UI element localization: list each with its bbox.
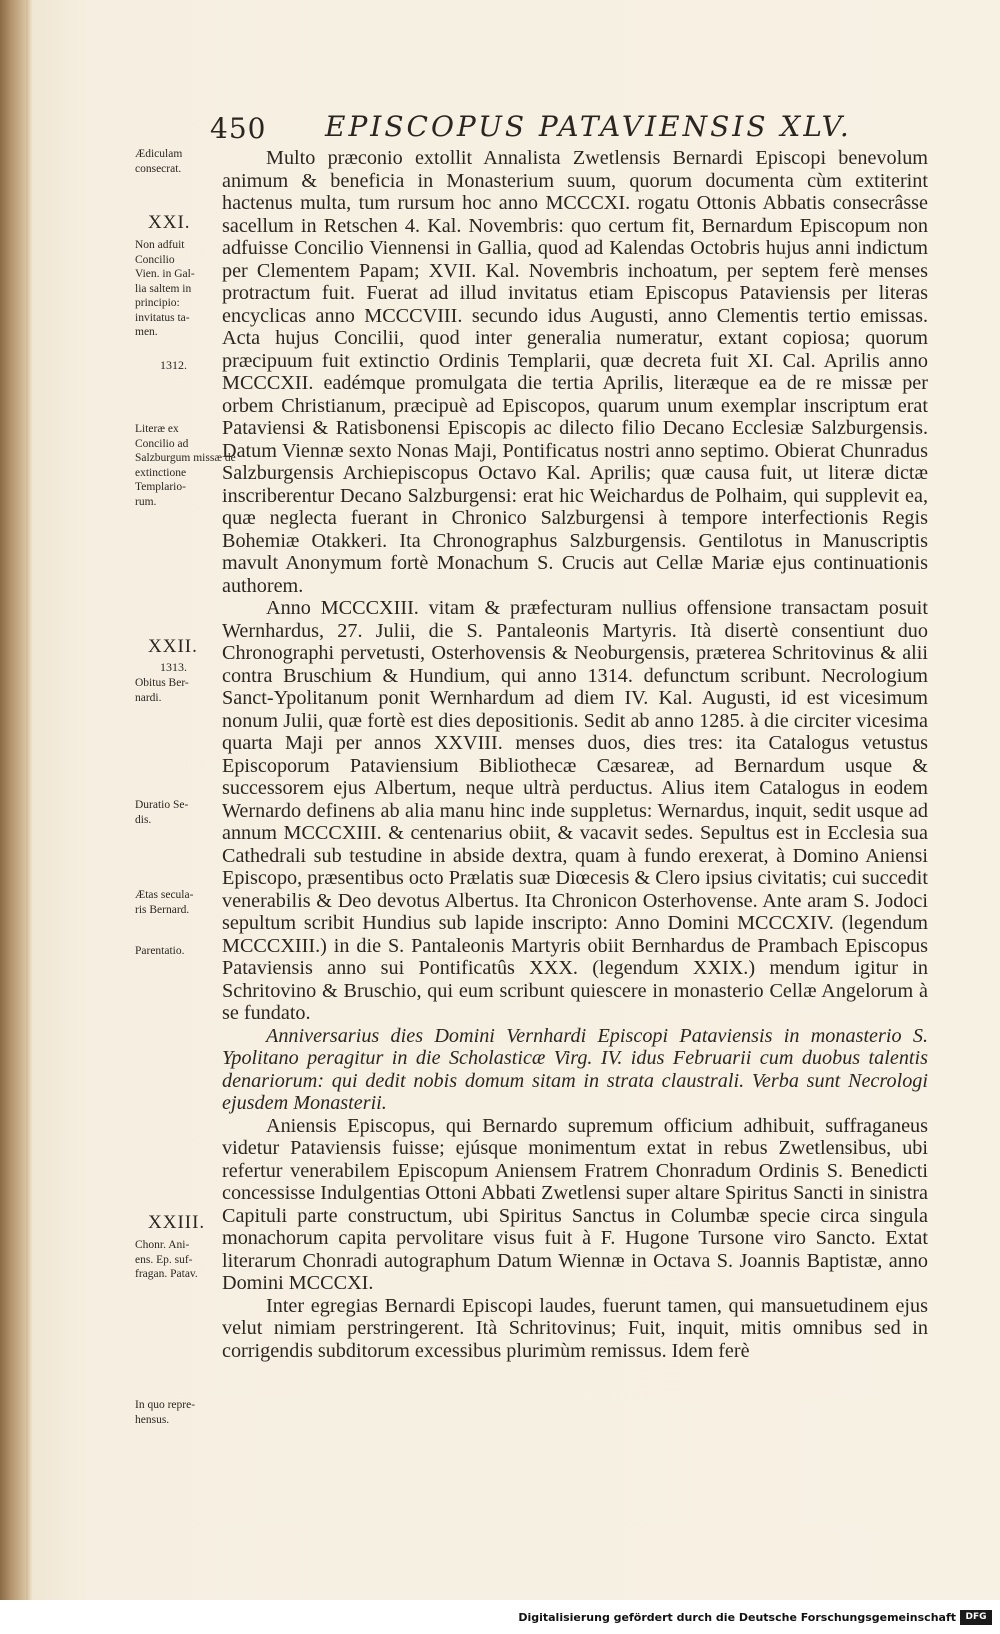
paragraph: Multo præconio extollit Annalista Zwetlensis Bernardi Episcopi benevolum animum & beneficia in Monasterium suum, quorum documenta cùm extiterint hactenus multa, tum rursum hoc anno MCCCXI. rogatu Ottonis Abbatis consecrâsse sacellum in Retschen 4. Kal. Novembris: quo certum fit, Bernardum Episcopum non adfuisse Concilio Viennensi in Gallia, quod ad Kalendas Octobris hujus anni indictum per Clementem Papam; XVII. Kal. Novembris inchoatum, per septem ferè menses protractum fuit. Fuerat ad illud invitatus etiam Episcopus Pataviensis per literas encyclicas anno MCCCVIII. secundo idus Augusti, anno Clementis tertio emissas. Acta hujus Concilii, quod inter generalia numeratur, extant copiosa; quorum præcipuum fuit extinctio Ordinis Templarii, quæ decreta fuit XI. Cal. Aprilis anno MCCCXII. eadémque promulgata die tertia Aprilis, literæque ea de re missæ per orbem Christianum, præcipuè ad Episcopos, quarum unum exemplar inscriptum erat Pataviensi & Ratisbonensi Episcopis ac dilecto filio Decano Ecclesiæ Salzburgensis. Datum Viennæ sexto Nonas Maji, Pontificatus nostri anno septimo. Obierat Chunradus Salzburgensis Archiepiscopus Octavo Kal. Aprilis; quæ causa fuit, ut literæ dictæ inscriberentur Decano Salzburgensi: erat hic Weichardus de Polhaim, qui supplevit ea, quæ neglecta fuerant in Chronico Salzburgensi à tempore interfectionis Regis Bohemiæ Otakkeri. Ita Chronographus Salzburgensis. Gentilotus in Manuscriptis mavult Anonymum fortè Monachum S. Crucis aut Cellæ Mariæ ejus continuationis authorem. <box>222 147 928 597</box>
footer-bar <box>0 1600 1000 1634</box>
page-header <box>210 110 852 145</box>
dfg-logo-icon: DFG <box>960 1610 992 1625</box>
main-text <box>222 147 928 1362</box>
margin-note: Literæ ex Concilio ad Salzburgum missæ extinctione Templario- rum. <box>135 423 223 508</box>
running-title: EPISCOPUS PATAVIENSIS XLV. <box>325 110 852 143</box>
section-numeral: XXIII. <box>148 1212 206 1233</box>
section-numeral: XXI. <box>148 212 191 233</box>
section-numeral: XXII. <box>148 636 198 657</box>
paragraph: Inter egregias Bernardi Episcopi laudes, fuerunt tamen, qui mansuetudinem ejus velut nimiam perstringerent. Ità Schritovinus; Fuit, inquit, mitis omnibus sed in corrigendis subditorum excessibus plurimùm remissus. Idem ferè <box>222 1294 928 1362</box>
margin-year: 1312. <box>160 358 187 372</box>
margin-note: Chonr. Ani- ens. Ep. suf- fragan. Patav. <box>135 1239 198 1280</box>
page-number: 450 <box>210 112 267 145</box>
paragraph: Aniensis Episcopus, qui Bernardo supremum officium adhibuit, suffraganeus videtur Pataviensis fuisse; ejúsque monimentum extat in rebus Zwetlensibus, ubi refertur venerabilem Episcopum Aniensem Fratrem Chonradum Ordinis S. Benedicti concessisse Indulgentias Ottoni Abbati Zwetlensi super altare Spiritus Sancti in sinistra Capituli parte constructum, ubi Spiritus Sanctus in Columbæ specie circa singula monachorum capita pervolitare visus fuit à F. Hugone Tursone viro Sancto. Extat literarum Chonradi autographum Datum Wiennæ in Octava S. Joannis Baptistæ, anno Domini MCCCXI. <box>222 1114 928 1294</box>
margin-note: Parentatio. <box>135 945 185 957</box>
margin-year: 1313. <box>160 660 187 674</box>
paragraph: Anniversarius dies Domini Vernhardi Episcopi Pataviensis in monasterio S. Ypolitano peragitur in die Scholasticæ Virg. IV. idus Februarii cum duobus talentis denariorum: qui dedit nobis domum sitam in strata claustrali. Verba sunt Necrologi ejusdem Monasterii. <box>222 1024 928 1114</box>
paragraph: Anno MCCCXIII. vitam & præfecturam nullius offensione transactam posuit Wernhardus, 27. Julii, die S. Pantaleonis Martyris. Ità disertè consentiunt duo Chronographi pervetusti, Osterhovensis & Neoburgensis, præterea Schritovinus & alii contra Bruschium & Hundium, qui anno 1314. defunctum scribunt. Necrologium Sanct-Ypolitanum ponit Wernhardum ad diem IV. Kal. Augusti, id est vicesimum nonum Julii, quæ fortè est dies depositionis. Sedit ab anno 1285. à die circiter vicesima quarta Maji per annos XXVIII. menses duos, dies tres: ita Catalogus vetustus Episcoporum Pataviensium Bibliothecæ Cæsareæ, ad Bernardum usque & successorem ejus Albertum, neque ultrà perductus. Alius item Catalogus in eodem Wernardo definens ab alia manu hinc inde suppletus: Wernardus, inquit, sedit usque ad annum MCCCXIII. & centenarius obiit, & vacavit sedes. Sepultus est in Ecclesia sua Cathedrali sub testudine in absidе dextra, quam à fundo erexerat, à Domino Aniensi Episcopo, præsentibus octo Prælatis suæ Diœcesis & Clero ipsius civitatis; cui succedit venerabilis & Deo devotus Albertus. Ita Chronicon Osterhovense. Ante aram S. Jodoci sepultum scribit Hundius sub lapide inscripto: Anno Domini MCCCXIV. (legendum MCCCXIII.) in die S. Pantaleonis Martyris obiit Bernhardus de Prambach Episcopus Pataviensis anno sui Pontificatûs XXX. (legendum XXIX.) mendum igitur in Schritovino & Bruschio, qui eum scribunt quiescere in monasterio Cellæ Angelorum à se fundato. <box>222 597 928 1024</box>
digitization-credit: Digitalisierung gefördert durch die Deutsche Forschungsgemeinschaft <box>518 1611 956 1624</box>
margin-note: Ætas secula- ris Bernard. <box>135 889 194 916</box>
book-gutter <box>0 0 26 1600</box>
margin-note: Non adfuit Concilio Vien. in Gal- lia saltem in principio: invitatus ta- men. <box>135 239 195 338</box>
margin-note: In quo repre- hensus. <box>135 1399 196 1426</box>
margin-note: Ædiculam consecrat. <box>135 148 183 175</box>
margin-note: Duratio Se- dis. <box>135 799 189 826</box>
margin-note: Obitus Ber- nardi. <box>135 677 189 704</box>
